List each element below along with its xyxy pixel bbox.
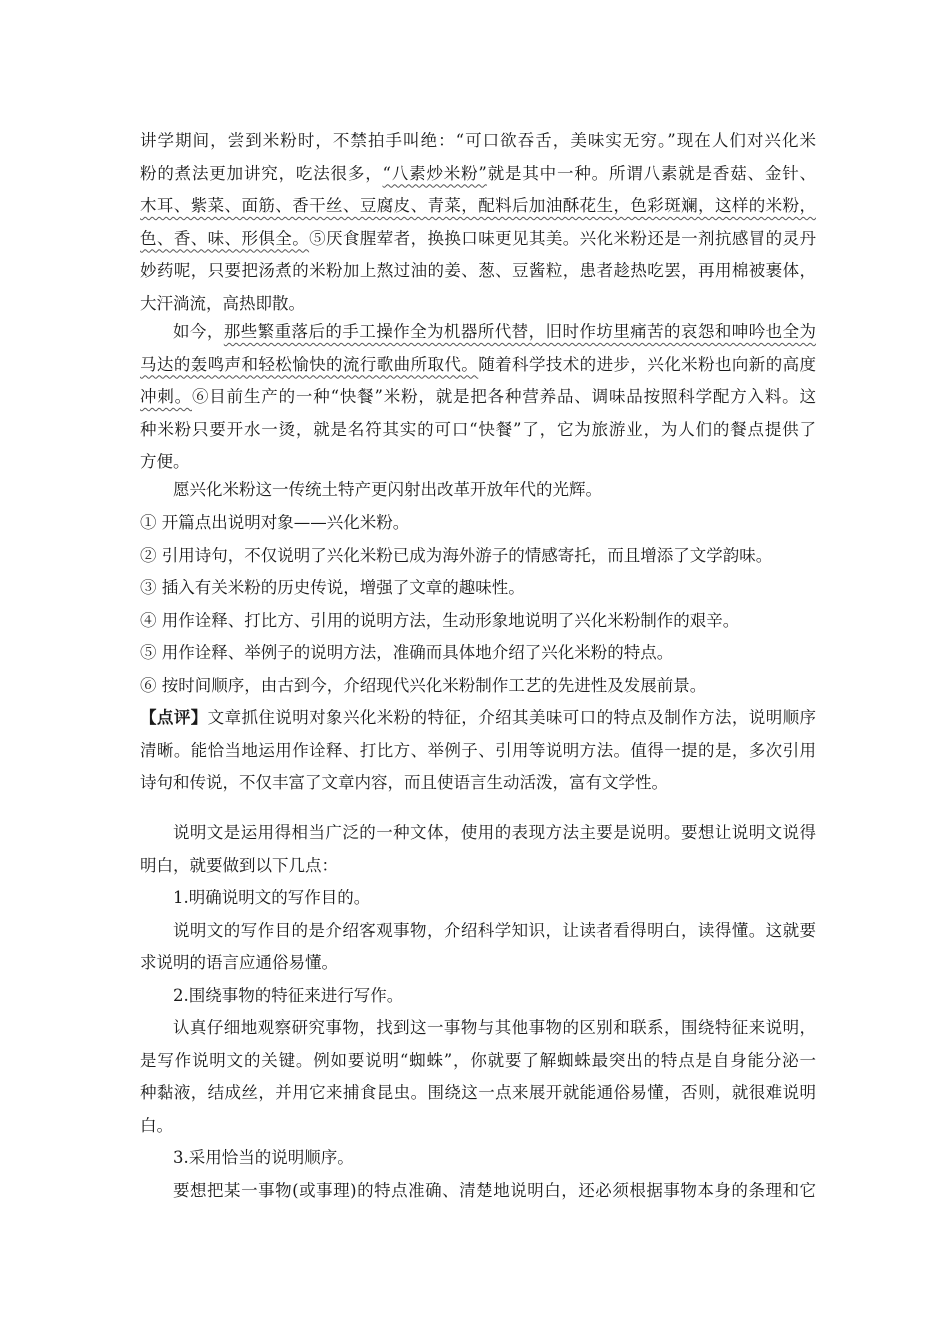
text-line <box>140 381 816 414</box>
text-line: 大汗淌流，高热即散。 <box>140 293 305 313</box>
wavy-underlined-line: 木耳、紫菜、面筋、香干丝、豆腐皮、青菜，配料后加油酥花生，色彩斑斓，这样的米粉， <box>140 196 816 215</box>
article-closing <box>140 474 816 507</box>
annotation-notes <box>140 507 816 702</box>
writing-guide <box>140 817 816 1207</box>
annotation-note: ⑥ 按时间顺序，由古到今，介绍现代兴化米粉制作工艺的先进性及发展前景。 <box>140 675 707 695</box>
wavy-underlined-text: “八素炒米粉” <box>382 163 487 183</box>
text-line: 讲学期间，尝到米粉时，不禁拍手叫绝：“可口欲吞舌，美味实无穷。”现在人们对兴化米 <box>140 131 816 150</box>
text-line: 求说明的语言应通俗易懂。 <box>140 953 338 972</box>
guide-point-title: 2.围绕事物的特征来进行写作。 <box>173 985 404 1005</box>
text-line: 清晰。能恰当地运用作诠释、打比方、举例子、引用等说明方法。值得一提的是，多次引用 <box>140 740 816 760</box>
guide-point-title: 3.采用恰当的说明顺序。 <box>173 1148 354 1167</box>
text-line: 明白，就要做到以下几点： <box>140 855 338 875</box>
text-line: 愿兴化米粉这一传统土特产更闪射出改革开放年代的光辉。 <box>173 480 602 499</box>
text-line: 是写作说明文的关键。例如要说明“蜘蛛”，你就要了解蜘蛛最突出的特点是自身能分泌一 <box>140 1050 816 1070</box>
wavy-underlined-text: 马达的轰鸣声和轻松愉快的流行歌曲所取代。 <box>140 354 479 374</box>
text-line: 要想把某一事物(或事理)的特点准确、清楚地说明白，还必须根据事物本身的条理和它 <box>173 1180 816 1200</box>
annotation-note: ④ 用作诠释、打比方、引用的说明方法，生动形象地说明了兴化米粉制作的艰辛。 <box>140 610 740 630</box>
text-line: 方便。 <box>140 452 190 471</box>
text-plain: 粉的煮法更加讲究，吃法很多， <box>140 163 383 183</box>
text-line: 种米粉只要开水一烫，就是名符其实的可口“快餐”了，它为旅游业，为人们的餐点提供了 <box>140 419 816 439</box>
text-line: 说明文的写作目的是介绍客观事物，介绍科学知识，让读者看得明白，读得懂。这就要 <box>173 920 816 940</box>
comment-section <box>140 702 816 800</box>
text-line <box>140 158 816 191</box>
text-line: 认真仔细地观察研究事物，找到这一事物与其他事物的区别和联系，围绕特征来说明， <box>173 1018 816 1037</box>
text-plain: 就是其中一种。所谓八素就是香菇、金针、 <box>486 163 816 183</box>
wavy-underlined-text: 冲刺。 <box>140 387 192 406</box>
text-plain: ⑤厌食腥荤者，换换口味更见其美。兴化米粉还是一剂抗感冒的灵丹 <box>309 228 816 248</box>
annotation-note: ⑤ 用作诠释、举例子的说明方法，准确而具体地介绍了兴化米粉的特点。 <box>140 643 674 662</box>
wavy-underlined-text: 那些繁重落后的手工操作全为机器所代替，旧时作坊里痛苦的哀怨和呻吟也全为 <box>223 322 816 341</box>
annotation-note: ① 开篇点出说明对象——兴化米粉。 <box>140 513 410 532</box>
article-paragraph-2 <box>140 316 816 479</box>
text-line: 种黏液，结成丝，并用它来捕食昆虫。围绕这一点来展开就能通俗易懂，否则，就很难说明 <box>140 1083 816 1102</box>
text-line: 诗句和传说，不仅丰富了文章内容，而且使语言生动活泼，富有文学性。 <box>140 773 668 792</box>
text-line <box>140 316 816 349</box>
comment-label: 【点评】 <box>140 708 208 727</box>
text-line <box>140 702 816 735</box>
text-plain: 如今， <box>173 322 224 341</box>
annotation-note: ③ 插入有关米粉的历史传说，增强了文章的趣味性。 <box>140 578 525 597</box>
text-plain: ⑥目前生产的一种“快餐”米粉，就是把各种营养品、调味品按照科学配方入料。这 <box>191 387 816 406</box>
guide-point-title: 1.明确说明文的写作目的。 <box>173 888 371 907</box>
comment-text: 文章抓住说明对象兴化米粉的特征，介绍其美味可口的特点及制作方法，说明顺序 <box>207 708 816 727</box>
annotation-note: ② 引用诗句，不仅说明了兴化米粉已成为海外游子的情感寄托，而且增添了文学韵味。 <box>140 545 773 565</box>
text-line <box>140 349 816 382</box>
text-line <box>140 223 816 256</box>
text-line: 白。 <box>140 1115 173 1135</box>
wavy-underlined-text: 色、香、味、形俱全。 <box>140 228 310 248</box>
text-line: 妙药呢，只要把汤煮的米粉加上熬过油的姜、葱、豆酱粒，患者趁热吃罢，再用棉被裹体， <box>140 261 816 280</box>
text-line: 说明文是运用得相当广泛的一种文体，使用的表现方法主要是说明。要想让说明文说得 <box>173 823 816 842</box>
article-paragraph-1 <box>140 125 816 320</box>
text-plain: 随着科学技术的进步，兴化米粉也向新的高度 <box>478 354 816 374</box>
